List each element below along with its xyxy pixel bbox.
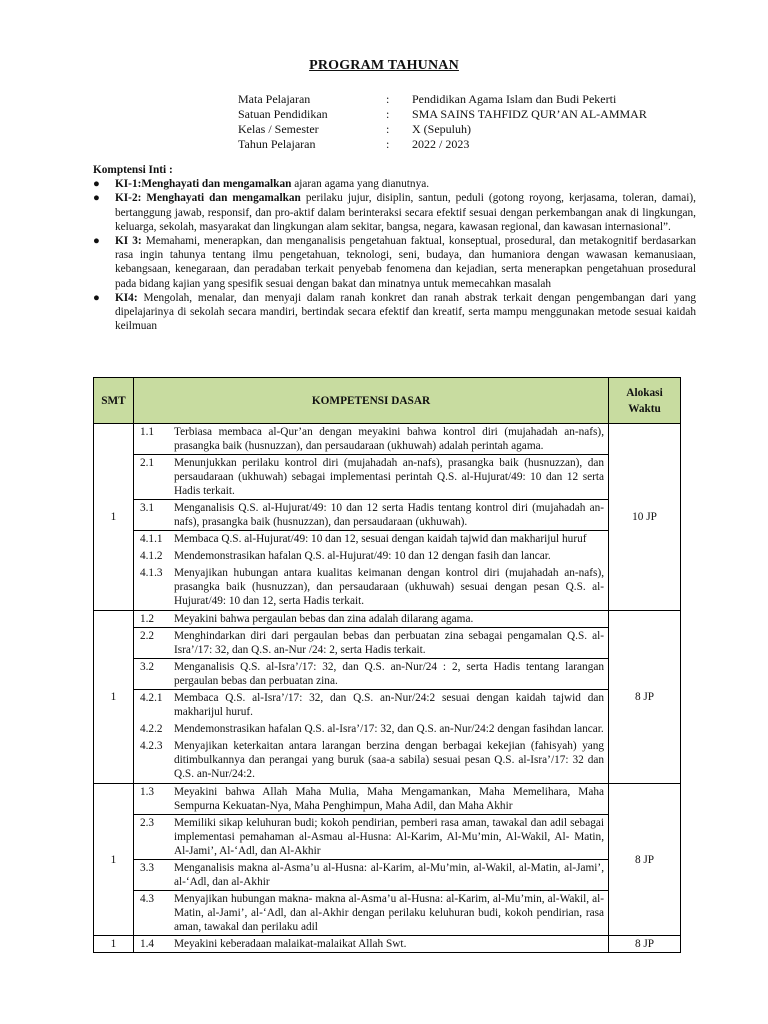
table-row [94, 424, 681, 455]
kd-number: 3.3 [139, 862, 155, 874]
kd-cell [133, 628, 608, 659]
table-row [94, 690, 681, 784]
info-label: Satuan Pendidikan [238, 107, 328, 121]
kd-text: Menyajikan hubungan makna- makna al-Asma’u al-Husna: al-Karim, al-Mu’min, al-Wakil, al-Matin, al-Jami’, al-‘Adl, dan al-Akhir dengan perilaku keluhuran budi, kokoh pendirian, rasa aman, tawakal dan perilaku adil [173, 893, 605, 933]
kd-item [134, 455, 608, 499]
table-row [94, 628, 681, 659]
header-smt: SMT [94, 378, 134, 424]
table-row [94, 659, 681, 690]
kd-item [134, 548, 608, 565]
ki-item [93, 191, 696, 234]
kd-item [134, 690, 608, 721]
bullet-icon: ● [93, 235, 100, 248]
page-title: PROGRAM TAHUNAN [309, 58, 459, 73]
kd-item [134, 628, 608, 658]
ki-heading: Komptensi Inti : [93, 164, 173, 176]
ki-text: Memahami, menerapkan, dan menganalisis pengetahuan faktual, konseptual, prosedural, dan metakognitif berdasarkan rasa ingin tahunya tentang ilmu pengetahuan, teknologi, seni, budaya, dan humaniora dengan wawasan kemanusiaan, kebangsaan, kenegaraan, dan peradaban terkait penyebab fenomena dan kejadian, serta menerapkan pengetahuan prosedural pada bidang kajian yang spesifik sesuai dengan bakat dan minatnya untuk memecahkan masalah [115, 235, 697, 290]
table-row [94, 936, 681, 953]
kd-cell [133, 531, 608, 611]
ki-item [93, 177, 696, 191]
kd-text: Menyajikan keterkaitan antara larangan berzina dengan berbagai kekejian (fahisyah) yang ditimbulkannya dan perangai yang buruk (saa-a sabila) sesuai pesan Q.S. al-Isra’/17: 32 dan Q.S. an-Nur/24:2. [173, 740, 605, 780]
ki-item [93, 291, 696, 334]
ki-label: KI 3: [115, 235, 142, 248]
kd-cell [133, 500, 608, 531]
table-row [94, 860, 681, 891]
table-row [94, 531, 681, 611]
kd-text: Menyajikan hubungan antara kualitas keimanan dengan kontrol diri (mujahadah an-nafs), prasangka baik (husnuzzan), dan persaudaraan (ukhuwah) sesuai dengan pesan Q.S. al-Hujurat/49: 10 dan 12, serta Hadis terkait. [173, 567, 605, 607]
kd-item [134, 936, 608, 952]
info-label: Mata Pelajaran [238, 92, 311, 106]
kd-item [134, 738, 608, 783]
bullet-icon: ● [93, 192, 100, 205]
kd-cell [133, 690, 608, 784]
kd-item [134, 424, 608, 454]
info-colon: : [386, 92, 390, 106]
kd-item [134, 721, 608, 738]
header-kompetensi-dasar: KOMPETENSI DASAR [133, 378, 608, 424]
kd-number: 4.2.1 [139, 692, 163, 704]
kd-number: 3.1 [139, 502, 155, 514]
kd-number: 1.2 [139, 613, 155, 625]
smt-cell: 1 [94, 424, 134, 611]
kd-text: Memiliki sikap keluhuran budi; kokoh pendirian, pemberi rasa aman, tawakal dan adil sebagai implementasi pemahaman al-Asmau al-Husna: Al-Karim, Al-Mu’min, Al-Wakil, Al- Matin, Al-Jami’, Al-‘Adl, dan Al-Akhir [173, 817, 605, 857]
kd-cell [133, 784, 608, 815]
info-colon: : [386, 107, 390, 121]
kd-text: Menganalisis Q.S. al-Isra’/17: 32, dan Q.S. an-Nur/24 : 2, serta Hadis tentang larangan pergaulan bebas dan perbuatan zina. [173, 661, 605, 687]
kd-number: 2.1 [139, 457, 155, 469]
info-value: 2022 / 2023 [412, 137, 470, 151]
kd-text: Menunjukkan perilaku kontrol diri (mujahadah an-nafs), prasangka baik (husnuzzan), dan persaudaraan (ukhuwah) sebagai implementasi perintah Q.S. al-Hujurat/49: 10 dan 12 serta Hadis terkait. [173, 457, 605, 497]
info-row [238, 107, 647, 122]
table-row [94, 815, 681, 860]
kompetensi-inti-section [93, 163, 696, 333]
kd-text: Meyakini bahwa pergaulan bebas dan zina adalah dilarang agama. [173, 613, 474, 625]
bullet-icon: ● [93, 291, 100, 304]
kd-number: 4.2.3 [139, 740, 163, 752]
kd-item [134, 891, 608, 935]
kd-cell [133, 455, 608, 500]
smt-cell: 1 [94, 611, 134, 784]
kd-text: Membaca Q.S. al-Isra’/17: 32, dan Q.S. an-Nur/24:2 sesuai dengan kaidah tajwid dan makharijul huruf. [173, 692, 605, 718]
smt-cell: 1 [94, 936, 134, 953]
info-colon: : [386, 137, 390, 151]
kd-number: 4.1.1 [139, 533, 163, 545]
kd-number: 2.3 [139, 817, 155, 829]
kd-number: 1.3 [139, 786, 155, 798]
info-label: Kelas / Semester [238, 122, 319, 136]
kd-item [134, 815, 608, 859]
kd-number: 3.2 [139, 661, 155, 673]
kd-cell [133, 815, 608, 860]
kd-text: Meyakini bahwa Allah Maha Mulia, Maha Mengamankan, Maha Memelihara, Maha Sempurna Kekuatan-Nya, Maha Penghimpun, Maha Adil, dan Maha Akhir [173, 786, 605, 812]
ki-text: ajaran agama yang dianutnya. [291, 178, 430, 191]
kd-number: 4.1.3 [139, 567, 163, 579]
kd-item [134, 565, 608, 610]
alokasi-cell: 8 JP [609, 611, 681, 784]
info-value: Pendidikan Agama Islam dan Budi Pekerti [412, 92, 617, 106]
kd-text: Menghindarkan diri dari pergaulan bebas dan perbuatan zina sebagai pengamalan Q.S. al-Isra’/17: 32, dan Q.S. an-Nur /24: 2, serta Hadis terkait. [173, 630, 605, 656]
kd-number: 4.3 [139, 893, 155, 905]
kd-text: Mendemonstrasikan hafalan Q.S. al-Isra’/17: 32, dan Q.S. an-Nur/24:2 dengan fasihdan lancar. [173, 723, 604, 735]
kd-number: 2.2 [139, 630, 155, 642]
kd-text: Meyakini keberadaan malaikat-malaikat Allah Swt. [173, 938, 407, 950]
kd-item [134, 860, 608, 890]
info-label: Tahun Pelajaran [238, 137, 316, 151]
alokasi-cell: 8 JP [609, 784, 681, 936]
alokasi-cell: 10 JP [609, 424, 681, 611]
kd-text: Mendemonstrasikan hafalan Q.S. al-Hujurat/49: 10 dan 12 dengan fasih dan lancar. [173, 550, 551, 562]
document-info [238, 92, 647, 152]
ki-label: KI4: [115, 291, 138, 304]
kd-text: Terbiasa membaca al-Qur’an dengan meyakini bahwa kontrol diri (mujahadah an-nafs), prasangka baik (husnuzzan), dan persaudaraan (ukhuwah) adalah perintah agama. [173, 426, 605, 452]
info-row [238, 137, 647, 152]
ki-list [93, 177, 696, 333]
ki-item [93, 234, 696, 291]
smt-cell: 1 [94, 784, 134, 936]
bullet-icon: ● [93, 178, 100, 191]
kd-cell [133, 659, 608, 690]
ki-text: Mengolah, menalar, dan menyaji dalam ranah konkret dan ranah abstrak terkait dengan pengembangan dari yang dipelajarinya di sekolah secara mandiri, bertindak secara efektif dan kreatif, serta mampu menggunakan metode sesuai kaidah keilmuan [115, 291, 696, 333]
ki-text: perilaku jujur, disiplin, santun, peduli (gotong royong, kerjasama, toleran, damai), bertanggung jawab, responsif, dan pro-aktif dalam berinteraksi secara efektif sesuai dengan perkembangan anak di lingkungan, keluarga, sekolah, masyarakat dan lingkungan alam sekitar, bangsa, negara, kawasan regional, dan kawasan internasional”. [115, 192, 696, 233]
kd-text: Menganalisis Q.S. al-Hujurat/49: 10 dan 12 serta Hadis tentang kontrol diri (mujahadah an-nafs), prasangka baik (husnuzzan), dan persaudaraan (ukhuwah). [173, 502, 605, 528]
info-value: X (Sepuluh) [412, 122, 471, 136]
info-row [238, 122, 647, 137]
info-value: SMA SAINS TAHFIDZ QUR’AN AL-AMMAR [412, 107, 647, 121]
kd-text: Membaca Q.S. al-Hujurat/49: 10 dan 12, sesuai dengan kaidah tajwid dan makharijul huruf [173, 533, 587, 545]
table-row [94, 500, 681, 531]
kd-item [134, 659, 608, 689]
kd-number: 4.2.2 [139, 723, 163, 735]
kd-cell [133, 860, 608, 891]
kd-number: 4.1.2 [139, 550, 163, 562]
kd-cell [133, 424, 608, 455]
info-row [238, 92, 647, 107]
kd-number: 1.4 [139, 938, 155, 950]
kd-item [134, 500, 608, 530]
kd-item [134, 784, 608, 814]
kd-text: Menganalisis makna al-Asma’u al-Husna: al-Karim, al-Mu’min, al-Wakil, al-Matin, al-Jami’, al-‘Adl, dan al-Akhir [173, 862, 605, 888]
ki-label: KI-2: Menghayati dan mengamalkan [115, 192, 301, 205]
table-row [94, 784, 681, 815]
header-alokasi-waktu: Alokasi Waktu [609, 378, 681, 424]
kompetensi-dasar-table [93, 377, 681, 953]
kd-number: 1.1 [139, 426, 155, 438]
ki-label: KI-1:Menghayati dan mengamalkan [115, 178, 292, 191]
kd-item [134, 611, 608, 627]
kd-cell [133, 611, 608, 628]
table-row [94, 891, 681, 936]
table-header-row [94, 378, 681, 424]
alokasi-cell: 8 JP [609, 936, 681, 953]
kd-cell [133, 936, 608, 953]
table-row [94, 455, 681, 500]
kd-cell [133, 891, 608, 936]
info-colon: : [386, 122, 390, 136]
table-row [94, 611, 681, 628]
kd-item [134, 531, 608, 548]
